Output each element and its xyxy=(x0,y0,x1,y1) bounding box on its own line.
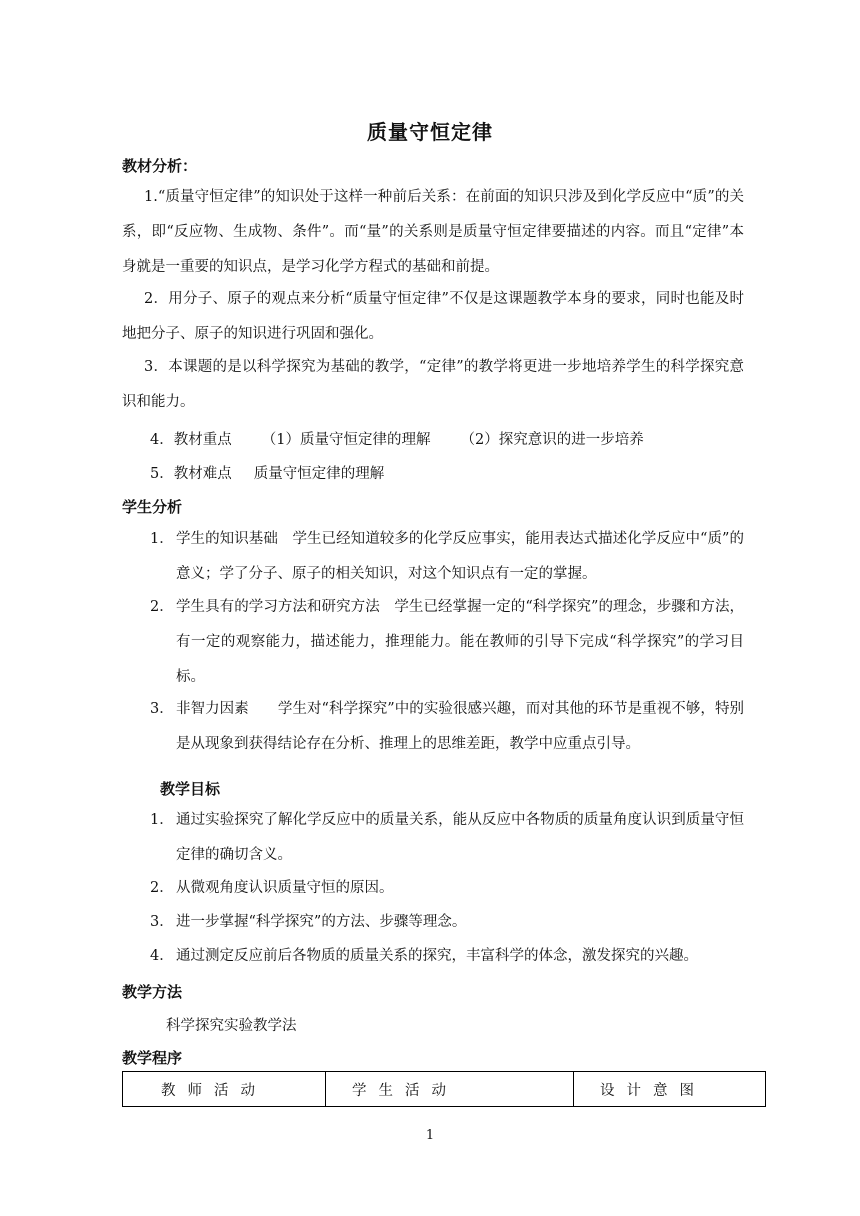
item-text: 从微观角度认识质量守恒的原因。 xyxy=(176,880,394,896)
item-text: 进一步掌握“科学探究”的方法、步骤等理念。 xyxy=(176,914,467,930)
item-number: 2． xyxy=(150,599,174,615)
difficulty-text: 质量守恒定律的理解 xyxy=(253,466,385,482)
page-number: 1 xyxy=(425,1128,435,1143)
teaching-goals-heading: 教学目标 xyxy=(160,780,221,798)
difficulty-label: 5．教材难点 xyxy=(150,466,232,482)
teaching-procedure-heading: 教学程序 xyxy=(122,1049,183,1067)
column-student-activity: 学生活动 xyxy=(326,1072,574,1106)
page-title: 质量守恒定律 xyxy=(367,120,493,144)
student-analysis-heading: 学生分析 xyxy=(122,498,183,516)
item-number: 1． xyxy=(150,812,174,828)
item-text: 学生具有的学习方法和研究方法 学生已经掌握一定的“科学探究”的理念，步骤和方法，有一定的观察能力，描述能力，推理能力。能在教师的引导下完成“科学探究”的学习目标。 xyxy=(176,599,744,685)
student-analysis-item-1 xyxy=(150,522,744,592)
item-number: 3． xyxy=(150,701,174,717)
procedure-table-header xyxy=(122,1071,766,1107)
material-key-points xyxy=(150,428,644,449)
teaching-method-heading: 教学方法 xyxy=(122,983,183,1001)
paragraph-text: 2．用分子、原子的观点来分析“质量守恒定律”不仅是这课题教学本身的要求，同时也能及时地把分子、原子的知识进行巩固和强化。 xyxy=(122,291,744,342)
column-teacher-activity: 教师活动 xyxy=(123,1072,326,1106)
item-text: 学生的知识基础 学生已经知道较多的化学反应事实，能用表达式描述化学反应中“质”的意义；学了分子、原子的相关知识，对这个知识点有一定的掌握。 xyxy=(176,531,744,582)
material-difficulty xyxy=(150,462,384,483)
key-points-label: 4．教材重点 xyxy=(150,432,232,448)
teaching-goal-1 xyxy=(150,803,744,873)
column-design-intent: 设计意图 xyxy=(600,1082,706,1099)
item-number: 1． xyxy=(150,531,174,547)
paragraph-text: 3．本课题的是以科学探究为基础的教学，“定律”的教学将更进一步地培养学生的科学探究意识和能力。 xyxy=(122,359,744,410)
teaching-method-text: 科学探究实验教学法 xyxy=(166,1018,297,1034)
material-analysis-paragraph-3 xyxy=(122,350,744,420)
teaching-goal-2 xyxy=(150,871,744,906)
key-point-b: （2）探究意识的进一步培养 xyxy=(460,432,644,448)
item-text: 非智力因素 学生对“科学探究”中的实验很感兴趣，而对其他的环节是重视不够，特别是从现象到获得结论存在分析、推理上的思维差距，教学中应重点引导。 xyxy=(176,701,744,752)
material-analysis-paragraph-1 xyxy=(122,180,744,285)
key-point-a: （1）质量守恒定律的理解 xyxy=(261,432,431,448)
material-analysis-heading: 教材分析： xyxy=(122,157,198,175)
item-text: 通过测定反应前后各物质的质量关系的探究，丰富科学的体念，激发探究的兴趣。 xyxy=(176,948,698,964)
item-number: 2． xyxy=(150,880,174,896)
paragraph-text: 1.“质量守恒定律”的知识处于这样一种前后关系：在前面的知识只涉及到化学反应中“质”的关系，即“反应物、生成物、条件”。而“量”的关系则是质量守恒定律要描述的内容。而且“定律”本身就是一重要的知识点，是学习化学方程式的基础和前提。 xyxy=(122,189,744,275)
item-number: 4． xyxy=(150,948,174,964)
material-analysis-paragraph-2 xyxy=(122,282,744,352)
item-number: 3． xyxy=(150,914,174,930)
teaching-goal-4 xyxy=(150,939,744,974)
item-text: 通过实验探究了解化学反应中的质量关系，能从反应中各物质的质量角度认识到质量守恒定律的确切含义。 xyxy=(176,812,744,863)
teaching-goal-3 xyxy=(150,905,744,940)
student-analysis-item-2 xyxy=(150,590,744,695)
student-analysis-item-3 xyxy=(150,692,744,762)
